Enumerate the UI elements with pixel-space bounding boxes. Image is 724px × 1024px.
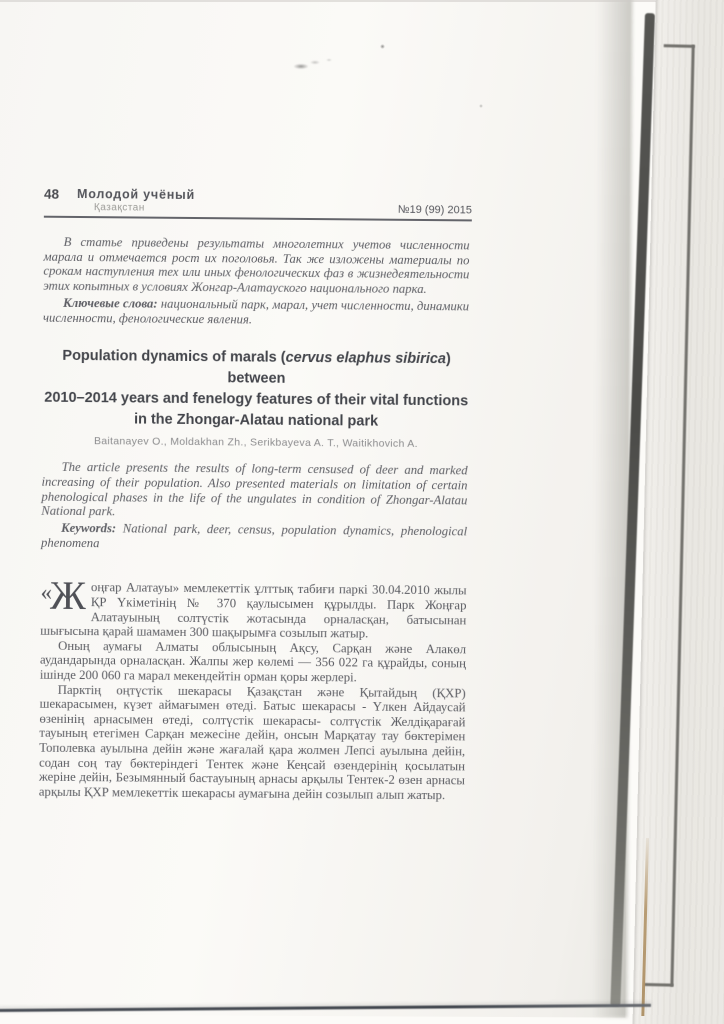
- body-paragraph-2: Оның аумағы Алматы облысының Ақсу, Сарқан және Алакөл аудандарында орналасқан. Жалпы жер көлемі — 356 022 га құрайды, соның ішінде 200 060 га марал мекендейтін орман қоры жерлері.: [39, 638, 467, 685]
- adjacent-page-frame-bottom: [644, 983, 673, 987]
- journal-title-block: [77, 188, 195, 214]
- adjacent-page-frame-top: [664, 44, 695, 48]
- abstract-russian: В статье приведены результаты многолетних учетов численности марала и отмечается рост их поголовья. Так же изложены материалы по срокам наступления тех или иных фенологических фаз в жизнедеятельности этих копытных в условиях Жонгар-Алатауского национального парка.: [43, 234, 470, 297]
- journal-title: Молодой учёный: [77, 186, 196, 203]
- article-authors: Baitanayev O., Moldakhan Zh., Serikbayeva A. T., Waitikhovich A.: [93, 435, 418, 451]
- keywords-russian-text: национальный парк, марал, учет численности, динамики численности, фенологические явления.: [42, 296, 470, 327]
- adjacent-page-frame-vertical: [670, 45, 694, 987]
- ink-speck: [380, 44, 385, 49]
- article-body: [38, 573, 467, 803]
- drop-cap: [40, 573, 91, 619]
- keywords-russian: [43, 295, 469, 328]
- header-rule: [44, 216, 472, 222]
- title-species-name: cervus elaphus sibirica: [285, 350, 447, 368]
- drop-cap-letter: Ж: [49, 573, 87, 619]
- journal-header: [44, 188, 472, 217]
- body-paragraph-3: Парктің оңтүстік шекарасы Қазақстан және Қытайдың (ҚХР) шекарасымен, күзет аймағымен өтеді. Батыс шекарасы - Үлкен Айдаусай өзенінің арнасымен өтеді, солтүстік шекарасы- солтүстік Желдіқарағай тауының етегімен Сарқан межесіне дейін, онсын Марқатау тау бөктерімен Тополевка ауылына дейін және жағалай қара жолмен Лепсі ауылына дейін, содан соң тау бөктеріндегі Тентек және Кеңсай өзендерінің қосылатын жеріне дейін, Безымянный бастауының арнасы арқылы Тентек-2 өзен арнасы арқылы ҚХР мемлекеттік шекарасы аумағына дейін созылып алып жатыр.: [38, 682, 466, 802]
- body-paragraph-1: [40, 573, 467, 642]
- title-line1-pre: Population dynamics of marals (: [62, 348, 286, 367]
- keywords-english-label: Keywords:: [61, 520, 117, 536]
- ink-smudge: [286, 54, 336, 74]
- body-paragraph-1-text: оңғар Алатауы» мемлекеттік ұлттық табиғи паркі 30.04.2010 жылы ҚР Үкіметінің № 370 қаулысымен құрылды. Парк Жоңғар Алатауының солтүстік жотасында орналасқан, батысынан шығысына қарай шамамен 300 шақырымға созылып жатыр.: [40, 580, 467, 641]
- article-title: [34, 346, 479, 434]
- ink-speck: [479, 104, 483, 108]
- keywords-russian-label: Ключевые слова:: [63, 295, 158, 311]
- keywords-english: [41, 521, 467, 554]
- drop-cap-quote: «: [40, 580, 51, 606]
- article-title-line1: [34, 346, 478, 392]
- issue-number: №19 (99) 2015: [397, 203, 472, 217]
- keywords-english-text: National park, deer, census, population dynamics, phenological phenomena: [40, 521, 468, 550]
- article-title-line3: in the Zhongar-Alatau national park: [133, 411, 379, 430]
- journal-subtitle: Қазақстан: [93, 202, 145, 214]
- page-number: 48: [43, 186, 60, 202]
- title-line1-post: ) between: [227, 351, 451, 388]
- abstract-english: The article presents the results of long-term censused of deer and marked increasing of their population. Also presented materials on limitation of certain phenological phases in the life of the ungulates in condition of Zhongar-Alatau National park.: [41, 460, 468, 519]
- article-title-line2: 2010–2014 years and fenelogy features of their vital functions: [44, 389, 469, 410]
